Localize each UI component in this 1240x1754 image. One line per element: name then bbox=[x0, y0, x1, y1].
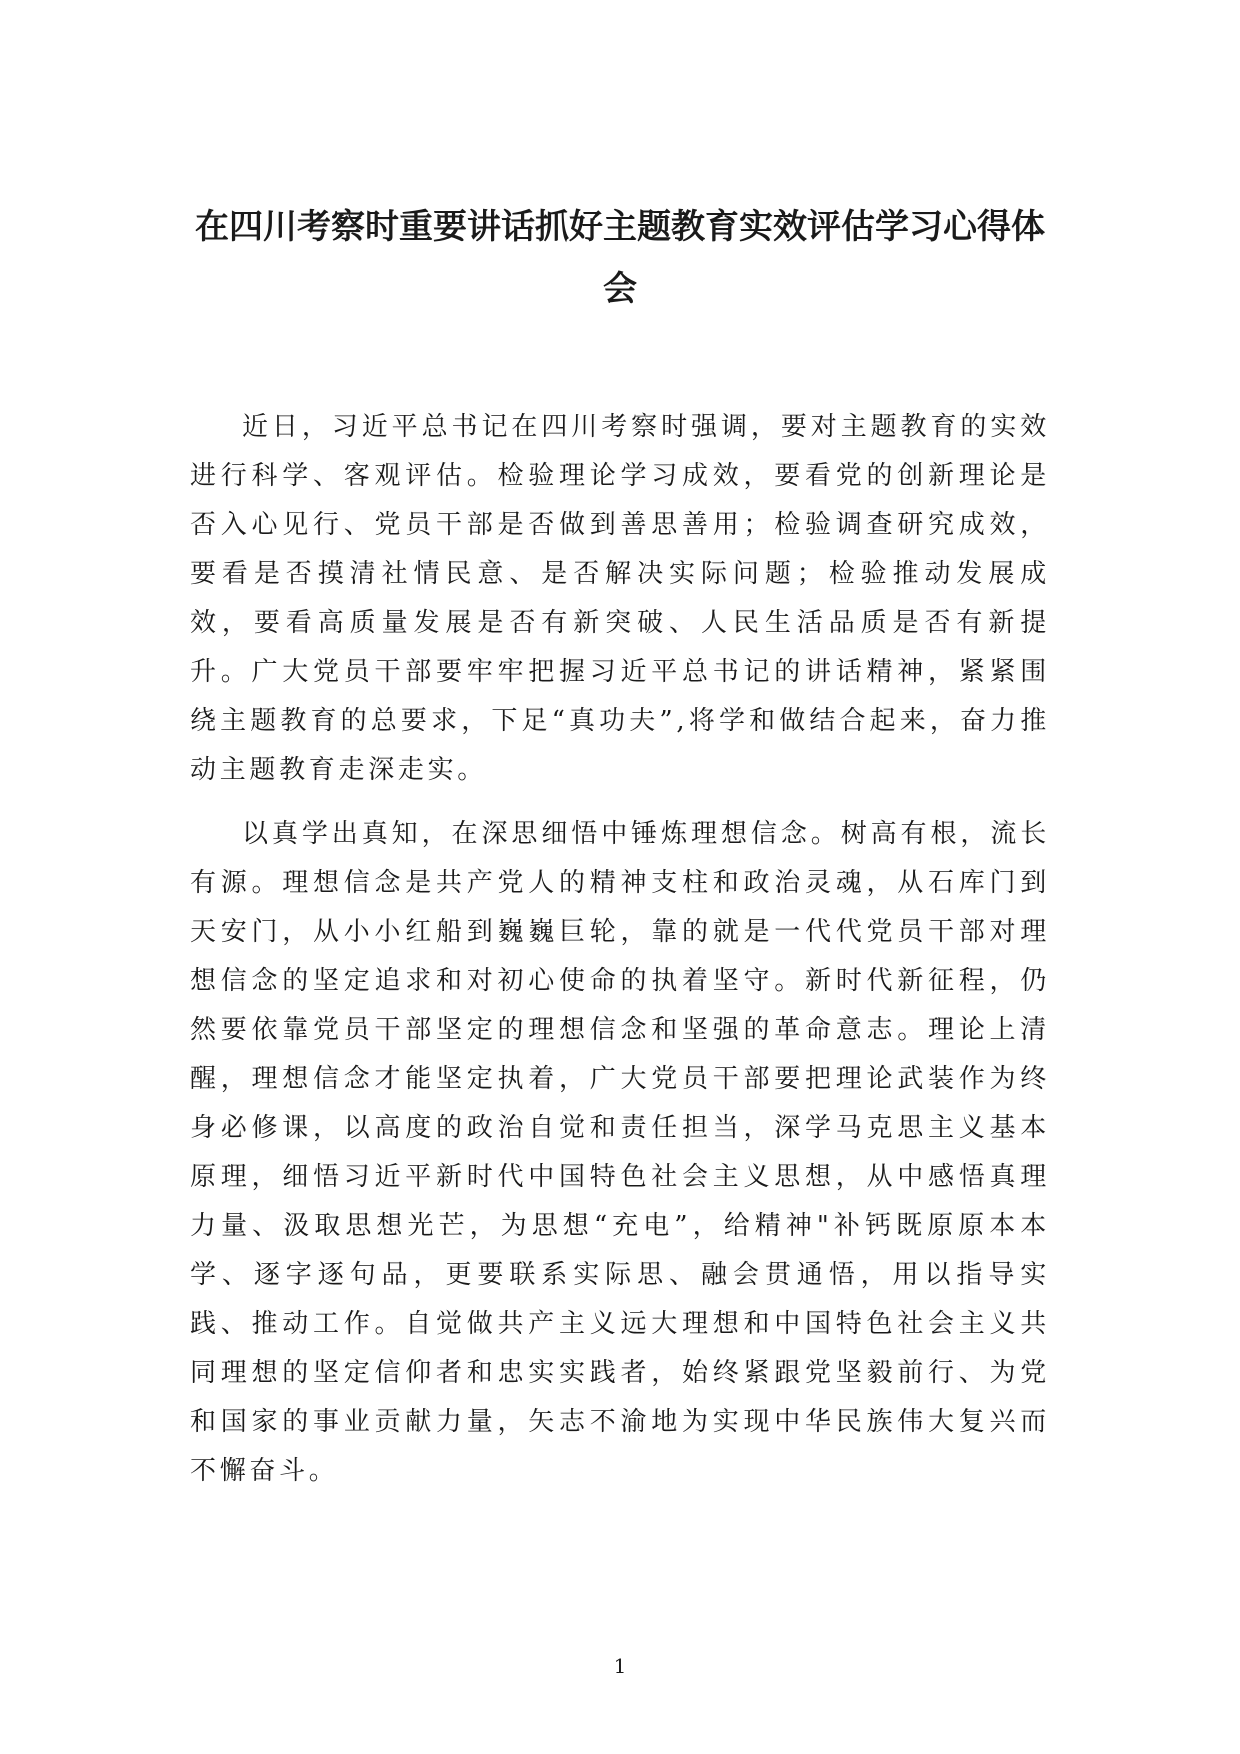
document-body bbox=[190, 403, 1050, 1511]
document-title: 在四川考察时重要讲话抓好主题教育实效评估学习心得体会 bbox=[195, 207, 1045, 309]
paragraph-2: 以真学出真知，在深思细悟中锤炼理想信念。树高有根，流长有源。理想信念是共产党人的精神支柱和政治灵魂，从石库门到天安门，从小小红船到巍巍巨轮，靠的就是一代代党员干部对理想信念的坚定追求和对初心使命的执着坚守。新时代新征程，仍然要依靠党员干部坚定的理想信念和坚强的革命意志。理论上清醒，理想信念才能坚定执着，广大党员干部要把理论武装作为终身必修课，以高度的政治自觉和责任担当，深学马克思主义基本原理，细悟习近平新时代中国特色社会主义思想，从中感悟真理力量、汲取思想光芒，为思想“充电”，给精神"补钙既原原本本学、逐字逐句品，更要联系实际思、融会贯通悟，用以指导实践、推动工作。自觉做共产主义远大理想和中国特色社会主义共同理想的坚定信仰者和忠实实践者，始终紧跟党坚毅前行、为党和国家的事业贡献力量，矢志不渝地为实现中华民族伟大复兴而不懈奋斗。 bbox=[190, 819, 1050, 1486]
paragraph-1: 近日，习近平总书记在四川考察时强调，要对主题教育的实效进行科学、客观评估。检验理论学习成效，要看党的创新理论是否入心见行、党员干部是否做到善思善用；检验调查研究成效，要看是否摸清社情民意、是否解决实际问题；检验推动发展成效，要看高质量发展是否有新突破、人民生活品质是否有新提升。广大党员干部要牢牢把握习近平总书记的讲话精神，紧紧围绕主题教育的总要求，下足“真功夫”,将学和做结合起来，奋力推动主题教育走深走实。 bbox=[190, 412, 1050, 785]
page-number: 1 bbox=[613, 1654, 627, 1678]
